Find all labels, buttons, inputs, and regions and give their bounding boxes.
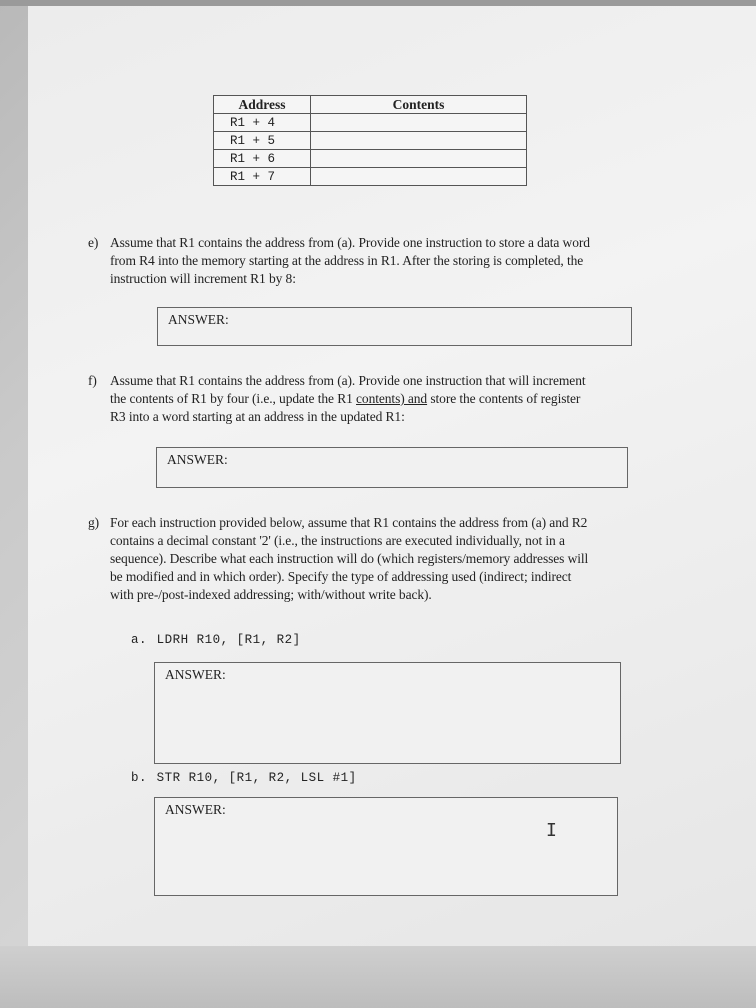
screen-bottom-area (0, 946, 756, 1008)
contents-cell[interactable] (311, 114, 527, 132)
question-e (88, 234, 710, 288)
table-row (214, 114, 527, 132)
question-text-line: sequence). Describe what each instruction will do (which registers/memory addresses will (110, 551, 589, 566)
question-text-line: Assume that R1 contains the address from (a). Provide one instruction to store a data word (110, 235, 590, 250)
contents-cell[interactable] (311, 132, 527, 150)
table-row (214, 150, 527, 168)
address-cell: R1 + 6 (214, 150, 311, 168)
question-f (88, 372, 710, 426)
instruction-code: STR R10, [R1, R2, LSL #1] (156, 771, 357, 785)
question-text-fragment: store the contents of register (427, 391, 581, 406)
question-text-line: with pre-/post-indexed addressing; with/without write back). (110, 587, 432, 602)
question-text-line: from R4 into the memory starting at the address in R1. After the storing is completed, the (110, 253, 584, 268)
question-text-line: be modified and in which order). Specify the type of addressing used (indirect; indirect (110, 569, 572, 584)
question-text-fragment: the contents of R1 by four (i.e., update the R1 (110, 391, 357, 406)
question-label: g) (88, 515, 100, 530)
contents-cell[interactable] (311, 150, 527, 168)
question-text-line (110, 390, 710, 408)
question-g (88, 514, 710, 604)
question-label: f) (88, 373, 97, 388)
table-row (214, 168, 527, 186)
answer-box-gb[interactable] (154, 797, 618, 896)
question-text-line: instruction will increment R1 by 8: (110, 271, 296, 286)
underlined-text: contents) and (356, 391, 428, 406)
question-text-line: contains a decimal constant '2' (i.e., the instructions are executed individually, not in a (110, 533, 565, 548)
question-label: e) (88, 235, 99, 250)
table-row (214, 132, 527, 150)
address-cell: R1 + 7 (214, 168, 311, 186)
address-cell: R1 + 4 (214, 114, 311, 132)
address-header: Address (214, 96, 311, 114)
question-text-line: R3 into a word starting at an address in the updated R1: (110, 409, 405, 424)
address-cell: R1 + 5 (214, 132, 311, 150)
memory-table (213, 95, 527, 186)
answer-box-ga[interactable] (154, 662, 621, 764)
instruction-code: LDRH R10, [R1, R2] (156, 633, 301, 647)
answer-label: ANSWER: (165, 802, 226, 817)
table-header-row (214, 96, 527, 114)
question-text-line: For each instruction provided below, assume that R1 contains the address from (a) and R2 (110, 515, 588, 530)
sub-question-label: a. (131, 633, 148, 647)
question-text-line: Assume that R1 contains the address from (a). Provide one instruction that will increment (110, 373, 586, 388)
contents-cell[interactable] (311, 168, 527, 186)
answer-label: ANSWER: (167, 452, 228, 467)
contents-header: Contents (311, 96, 527, 114)
answer-box-e[interactable] (157, 307, 632, 346)
answer-label: ANSWER: (168, 312, 229, 327)
answer-box-f[interactable] (156, 447, 628, 488)
text-cursor-icon: I (546, 820, 557, 841)
answer-label: ANSWER: (165, 667, 226, 682)
sub-question-a (131, 632, 301, 647)
sub-question-b (131, 770, 357, 785)
sub-question-label: b. (131, 771, 148, 785)
